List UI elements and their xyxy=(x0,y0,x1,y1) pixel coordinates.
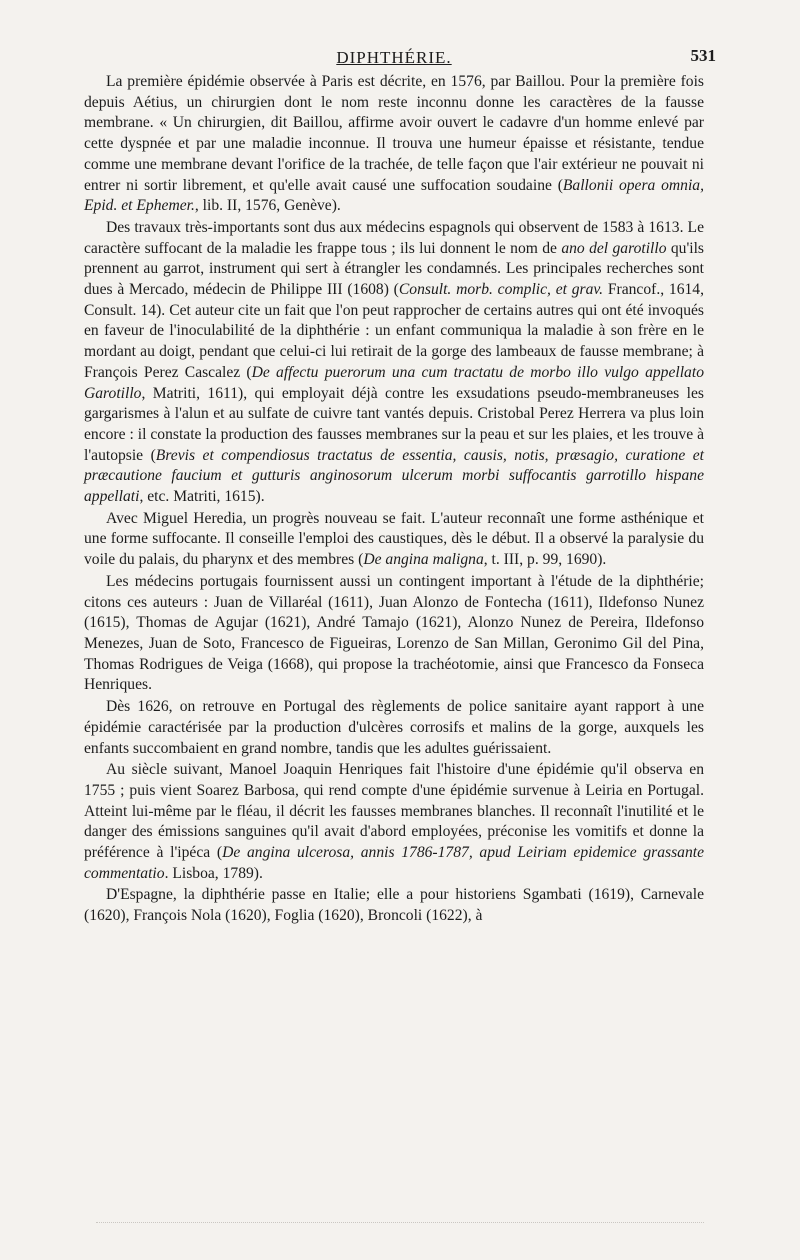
paragraph: Au siècle suivant, Manoel Joaquin Henriques fait l'histoire d'une épidémie qu'il observa en 1755 ; puis vient Soarez Barbosa, qui rend compte d'une épidémie survenue à Leiria en Portugal. Atteint lui-même par le fléau, il décrit les fausses membranes blanches. Il reconnaît l'inutilité et le danger des émissions sanguines qu'il avait d'abord employées, préconise les vomitifs et donne la préférence à l'ipéca (De angina ulcerosa, annis 1786-1787, apud Leiriam epidemice grassante commentatio. Lisboa, 1789). xyxy=(84,761,704,882)
page-bottom-edge xyxy=(96,1222,704,1237)
paragraph: Dès 1626, on retrouve en Portugal des règlements de police sanitaire ayant rapport à une épidémie caractérisée par la production d'ulcères corrosifs et malins de la gorge, auxquels les enfants succombaient en grand nombre, tandis que les adultes guérissaient. xyxy=(84,698,704,757)
paragraph: Avec Miguel Heredia, un progrès nouveau se fait. L'auteur reconnaît une forme asthénique et une forme suffocante. Il conseille l'emploi des caustiques, dès le début. Il a observé la paralysie du voile du palais, du pharynx et des membres (De angina maligna, t. III, p. 99, 1690). xyxy=(84,509,704,569)
page-header xyxy=(84,42,716,72)
paragraph: Des travaux très-importants sont dus aux médecins espagnols qui observent de 1583 à 1613. Le caractère suffocant de la maladie les frappe tous ; ils lui donnent le nom de ano del garotillo qu'ils prennent au garrot, instrument qui sert à étrangler les condamnés. Les principales recherches sont dues à Mercado, médecin de Philippe III (1608) (Consult. morb. complic, et grav. Francof., 1614, Consult. 14). Cet auteur cite un fait que l'on peut rapprocher de certains autres qui ont été invoqués en faveur de l'inoculabilité de la diphthérie : un enfant communiqua la maladie à son frère en le mordant au doigt, pendant que celui-ci lui retirait de la gorge des lambeaux de fausse membrane; à François Perez Cascalez (De affectu puerorum una cum tractatu de morbo illo vulgo appellato Garotillo, Matriti, 1611), qui employait déjà contre les exsudations pseudo-membraneuses les gargarismes à l'alun et au sulfate de cuivre tant vantés depuis. Cristobal Perez Herrera va plus loin encore : il constate la production des fausses membranes sur la peau et sur les plaies, et les trouve à l'autopsie (Brevis et compendiosus tractatus de essentia, causis, notis, præsagio, curatione et præcautione faucium et gutturis anginosorum ulcerum morbi suffocantis garrotillo hispane appellati, etc. Matriti, 1615). xyxy=(84,218,704,506)
body-text xyxy=(84,72,704,927)
paragraph: Les médecins portugais fournissent aussi un contingent important à l'étude de la diphthérie; citons ces auteurs : Juan de Villaréal (1611), Juan Alonzo de Fontecha (1611), Ildefonso Nunez (1615), Thomas de Agujar (1621), André Tamajo (1621), Alonzo Nunez de Pereira, Ildefonso Menezes, Juan de Soto, Francesco de Figueiras, Lorenzo de San Millan, Geronimo Gil del Pina, Thomas Rodrigues de Veiga (1668), qui propose la trachéotomie, ainsi que Francesco da Fonseca Henriques. xyxy=(84,572,704,694)
running-title: DIPHTHÉRIE. xyxy=(336,48,452,67)
page-number: 531 xyxy=(690,46,716,65)
paragraph: La première épidémie observée à Paris est décrite, en 1576, par Baillou. Pour la première fois depuis Aétius, un chirurgien dont le nom reste inconnu donne les caractères de la fausse membrane. « Un chirurgien, dit Baillou, affirme avoir ouvert le cadavre d'un homme enlevé par cette dyspnée et par une maladie inconnue. Il trouva une humeur épaisse et résistante, tendue comme une membrane devant l'orifice de la trachée, de telle façon que l'air extérieur ne pouvait ni entrer ni sortir librement, et qu'elle avait causé une suffocation soudaine (Ballonii opera omnia, Epid. et Ephemer., lib. II, 1576, Genève). xyxy=(84,73,705,215)
paragraph: D'Espagne, la diphthérie passe en Italie; elle a pour historiens Sgambati (1619), Carnevale (1620), François Nola (1620), Foglia (1620), Broncoli (1622), à xyxy=(84,886,704,925)
